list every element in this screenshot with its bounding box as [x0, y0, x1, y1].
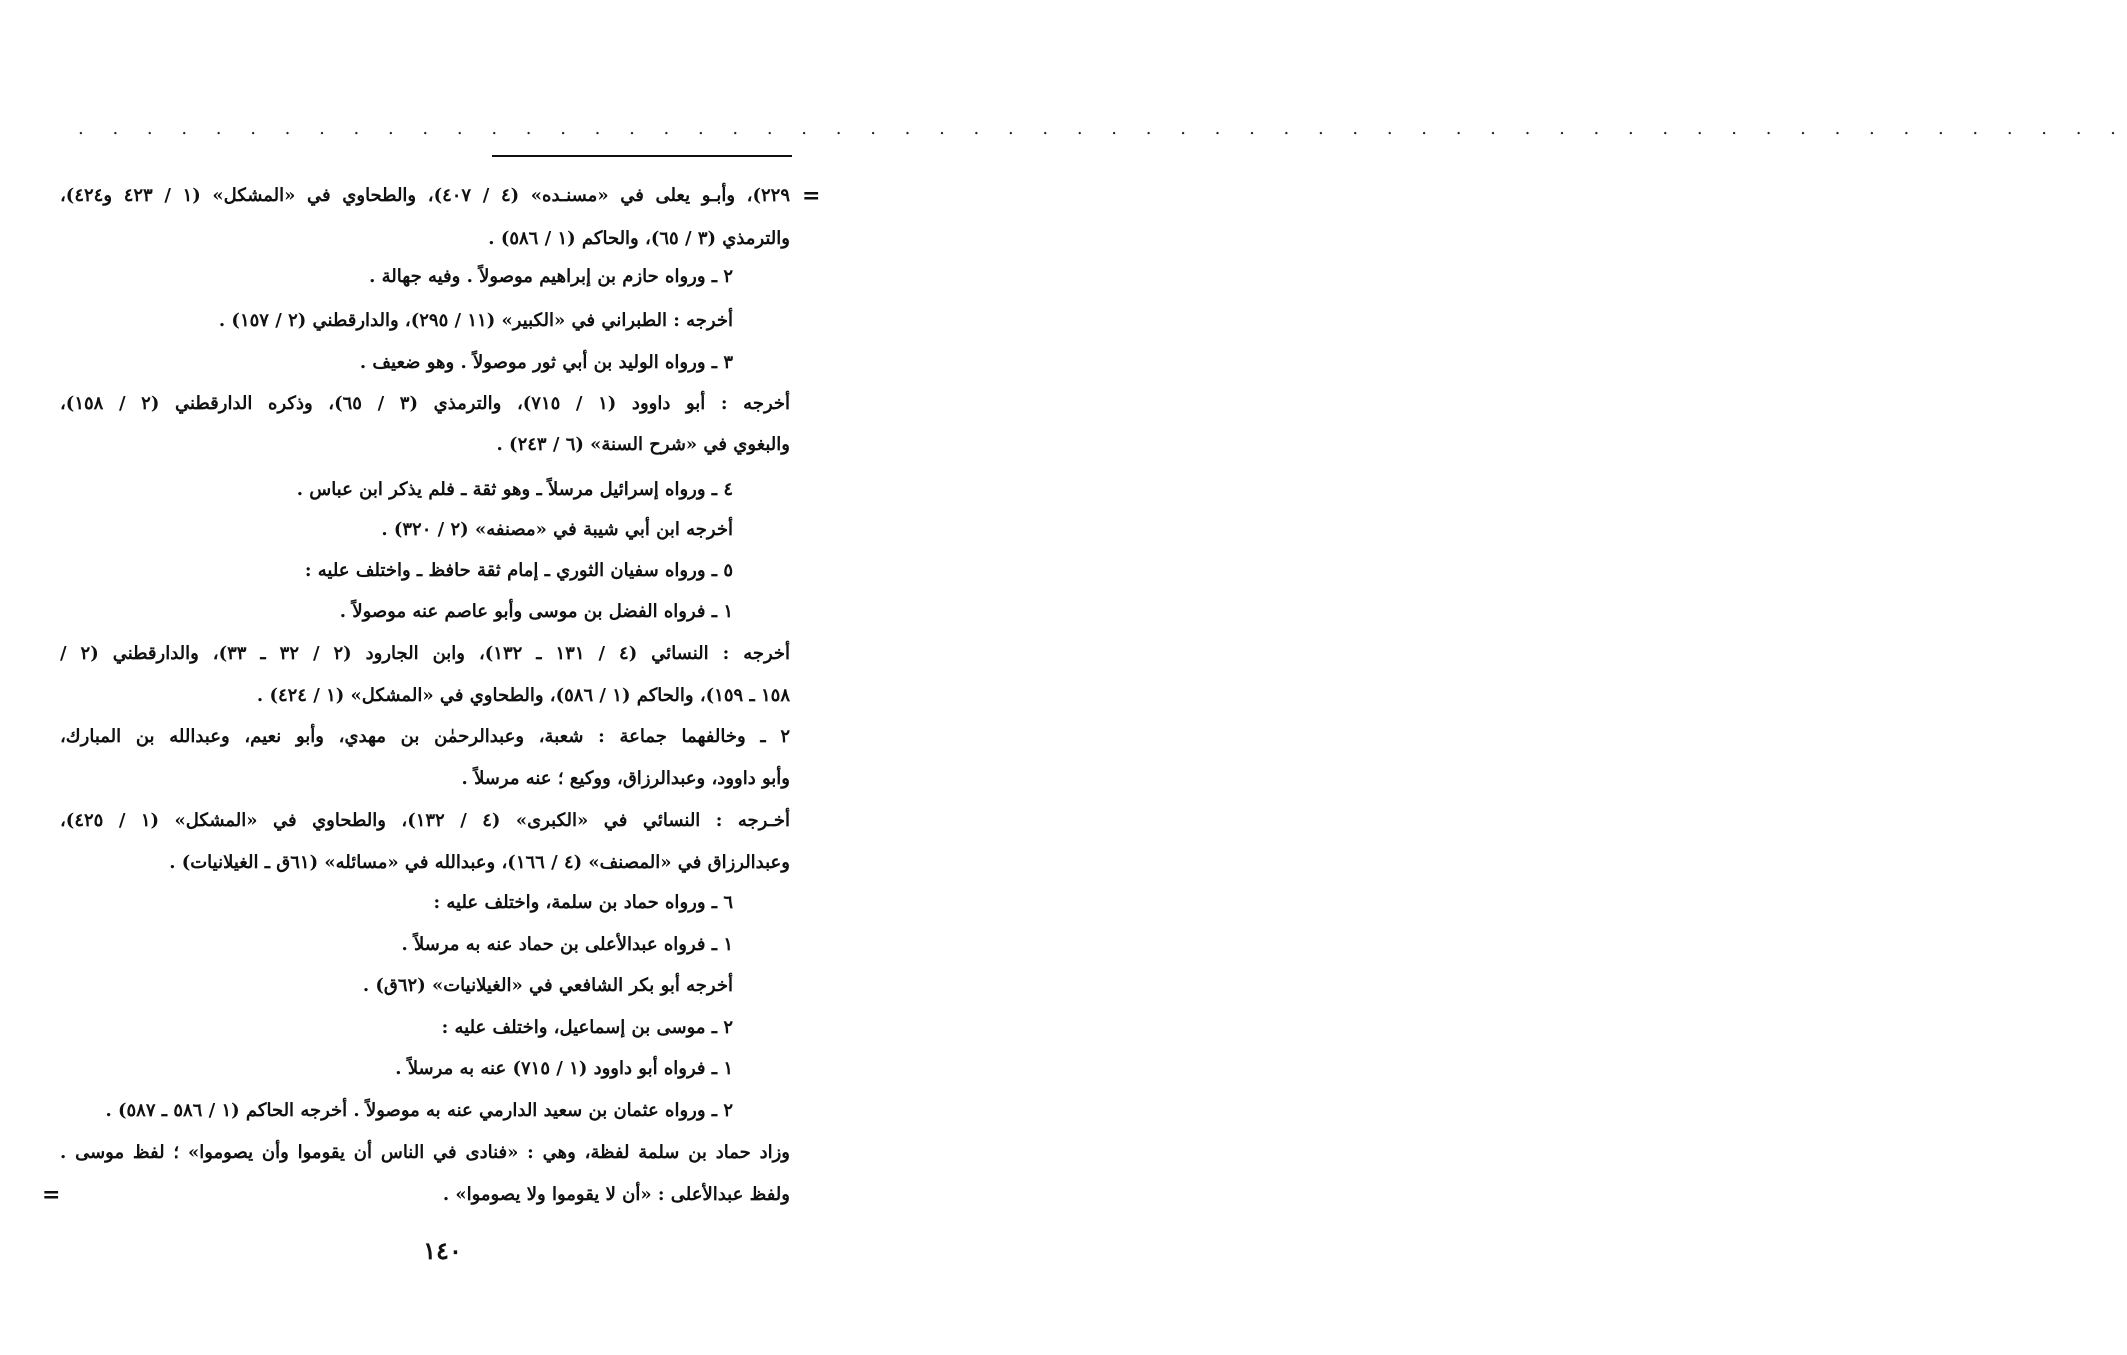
text-line: ٥ ـ ورواه سفيان الثوري ـ إمام ثقة حافظ ـ واختلف عليه : — [304, 560, 733, 581]
text-line: والبغوي في «شرح السنة» (٦ / ٢٤٣) . — [496, 434, 790, 455]
text-line: أخرجه أبو بكر الشافعي في «الغيلانيات» (٦٢ق) . — [362, 975, 733, 996]
text-line: ١ ـ فرواه عبدالأعلى بن حماد عنه به مرسلاً . — [401, 934, 733, 955]
text-line: ٢٢٩)، وأبـو يعلى في «مسنـده» (٤ / ٤٠٧)، والطحاوي في «المشكل» (١ / ٤٢٣ و٤٢٤)، — [60, 185, 791, 206]
continuation-mark-bottom: = — [42, 1182, 61, 1208]
text-line: أخرجه : الطبراني في «الكبير» (١١ / ٢٩٥)، والدارقطني (٢ / ١٥٧) . — [218, 310, 733, 331]
text-line: ٣ ـ ورواه الوليد بن أبي ثور موصولاً . وهو ضعيف . — [359, 352, 733, 373]
text-line: أخـرجه : النسائي في «الكبرى» (٤ / ١٣٢)، والطحاوي في «المشكل» (١ / ٤٢٥)، — [60, 810, 790, 831]
text-line: أخرجه : النسائي (٤ / ١٣١ ـ ١٣٢)، وابن الجارود (٢ / ٣٢ ـ ٣٣)، والدارقطني (٢ / — [60, 643, 791, 664]
text-line: وزاد حماد بن سلمة لفظة، وهي : «فنادى في الناس أن يقوموا وأن يصوموا» ؛ لفظ موسى . — [60, 1142, 790, 1163]
continuation-mark-top: = — [802, 183, 821, 209]
text-line: ولفظ عبدالأعلى : «أن لا يقوموا ولا يصوموا» . — [442, 1184, 790, 1205]
text-line: وعبدالرزاق في «المصنف» (٤ / ١٦٦)، وعبدالله في «مسائله» (٦١ق ـ الغيلانيات) . — [169, 852, 790, 873]
leader-dots: . . . . . . . . . . . . . . . . . . . . . . . . . . . . . . . . . . . . . . . . . . . . . . . . . . . . . . . . . . . . — [78, 118, 2127, 139]
text-line: ١ ـ فرواه الفضل بن موسى وأبو عاصم عنه موصولاً . — [339, 601, 733, 622]
text-line: ٦ ـ ورواه حماد بن سلمة، واختلف عليه : — [433, 892, 733, 913]
text-line: أخرجه : أبو داوود (١ / ٧١٥)، والترمذي (٣ / ٦٥)، وذكره الدارقطني (٢ / ١٥٨)، — [60, 393, 791, 414]
text-line: ٢ ـ وخالفهما جماعة : شعبة، وعبدالرحمٰن بن مهدي، وأبو نعيم، وعبدالله بن المبارك، — [60, 726, 790, 747]
page-number: ١٤٠ — [423, 1236, 462, 1265]
text-line: ٢ ـ ورواه عثمان بن سعيد الدارمي عنه به موصولاً . أخرجه الحاكم (١ / ٥٨٦ ـ ٥٨٧) . — [105, 1100, 733, 1121]
text-line: والترمذي (٣ / ٦٥)، والحاكم (١ / ٥٨٦) . — [488, 228, 790, 249]
text-line: ٢ ـ موسى بن إسماعيل، واختلف عليه : — [441, 1017, 733, 1038]
text-line: وأبو داوود، وعبدالرزاق، ووكيع ؛ عنه مرسلاً . — [461, 768, 790, 789]
text-line: ٢ ـ ورواه حازم بن إبراهيم موصولاً . وفيه جهالة . — [369, 266, 733, 287]
text-line: أخرجه ابن أبي شيبة في «مصنفه» (٢ / ٣٢٠) . — [381, 519, 733, 540]
text-line: ٤ ـ ورواه إسرائيل مرسلاً ـ وهو ثقة ـ فلم يذكر ابن عباس . — [296, 479, 733, 500]
footnote-separator-rule — [492, 155, 792, 157]
text-line: ١ ـ فرواه أبو داوود (١ / ٧١٥) عنه به مرسلاً . — [395, 1058, 733, 1079]
text-line: ١٥٨ ـ ١٥٩)، والحاكم (١ / ٥٨٦)، والطحاوي في «المشكل» (١ / ٤٢٤) . — [256, 685, 790, 706]
